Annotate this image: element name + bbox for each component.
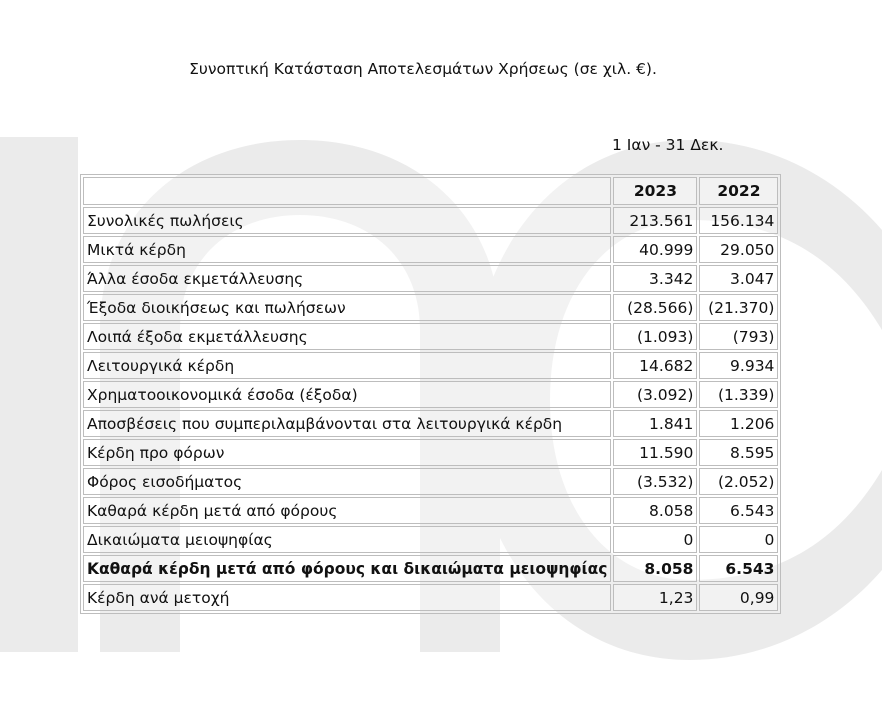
value-2022: 0,99 (699, 584, 778, 611)
table-header-row (83, 177, 778, 205)
table-row (83, 410, 778, 437)
value-2023: 8.058 (613, 497, 697, 524)
value-2023: 1.841 (613, 410, 697, 437)
income-statement-table (80, 174, 781, 614)
row-label: Χρηματοοικονομικά έσοδα (έξοδα) (83, 381, 611, 408)
value-2023: 0 (613, 526, 697, 553)
value-2023: 1,23 (613, 584, 697, 611)
header-year-2022: 2022 (699, 177, 778, 205)
row-label: Κέρδη προ φόρων (83, 439, 611, 466)
value-2022: 0 (699, 526, 778, 553)
row-label: Άλλα έσοδα εκμετάλλευσης (83, 265, 611, 292)
row-label: Λοιπά έξοδα εκμετάλλευσης (83, 323, 611, 350)
value-2022: (793) (699, 323, 778, 350)
table-row (83, 439, 778, 466)
row-label: Καθαρά κέρδη μετά από φόρους και δικαιώματα μειοψηφίας (83, 555, 611, 582)
income-statement-table-wrapper (80, 174, 781, 614)
value-2023: 3.342 (613, 265, 697, 292)
row-label: Φόρος εισοδήματος (83, 468, 611, 495)
table-row (83, 468, 778, 495)
table-row (83, 323, 778, 350)
header-year-2023: 2023 (613, 177, 697, 205)
value-2022: (2.052) (699, 468, 778, 495)
value-2022: (21.370) (699, 294, 778, 321)
row-label: Μικτά κέρδη (83, 236, 611, 263)
value-2022: 29.050 (699, 236, 778, 263)
value-2022: 6.543 (699, 555, 778, 582)
statement-title: Συνοπτική Κατάσταση Αποτελεσμάτων Χρήσεως (σε χιλ. €). (189, 60, 657, 78)
row-label: Έξοδα διοικήσεως και πωλήσεων (83, 294, 611, 321)
value-2022: (1.339) (699, 381, 778, 408)
table-row (83, 497, 778, 524)
header-blank-cell (83, 177, 611, 205)
value-2023: 40.999 (613, 236, 697, 263)
table-row (83, 381, 778, 408)
value-2022: 1.206 (699, 410, 778, 437)
table-row (83, 265, 778, 292)
row-label: Αποσβέσεις που συμπεριλαμβάνονται στα λειτουργικά κέρδη (83, 410, 611, 437)
row-label: Καθαρά κέρδη μετά από φόρους (83, 497, 611, 524)
value-2022: 9.934 (699, 352, 778, 379)
row-label: Συνολικές πωλήσεις (83, 207, 611, 234)
table-row (83, 584, 778, 611)
value-2023: 11.590 (613, 439, 697, 466)
row-label: Δικαιώματα μειοψηφίας (83, 526, 611, 553)
value-2022: 156.134 (699, 207, 778, 234)
table-row (83, 352, 778, 379)
value-2023: (3.092) (613, 381, 697, 408)
table-row (83, 294, 778, 321)
value-2023: (1.093) (613, 323, 697, 350)
value-2023: 8.058 (613, 555, 697, 582)
period-label: 1 Ιαν - 31 Δεκ. (612, 136, 724, 154)
value-2022: 3.047 (699, 265, 778, 292)
value-2023: 14.682 (613, 352, 697, 379)
value-2023: (28.566) (613, 294, 697, 321)
table-row (83, 207, 778, 234)
table-row (83, 236, 778, 263)
table-row (83, 526, 778, 553)
value-2023: (3.532) (613, 468, 697, 495)
value-2022: 6.543 (699, 497, 778, 524)
row-label: Λειτουργικά κέρδη (83, 352, 611, 379)
value-2023: 213.561 (613, 207, 697, 234)
table-row-total (83, 555, 778, 582)
row-label: Κέρδη ανά μετοχή (83, 584, 611, 611)
value-2022: 8.595 (699, 439, 778, 466)
